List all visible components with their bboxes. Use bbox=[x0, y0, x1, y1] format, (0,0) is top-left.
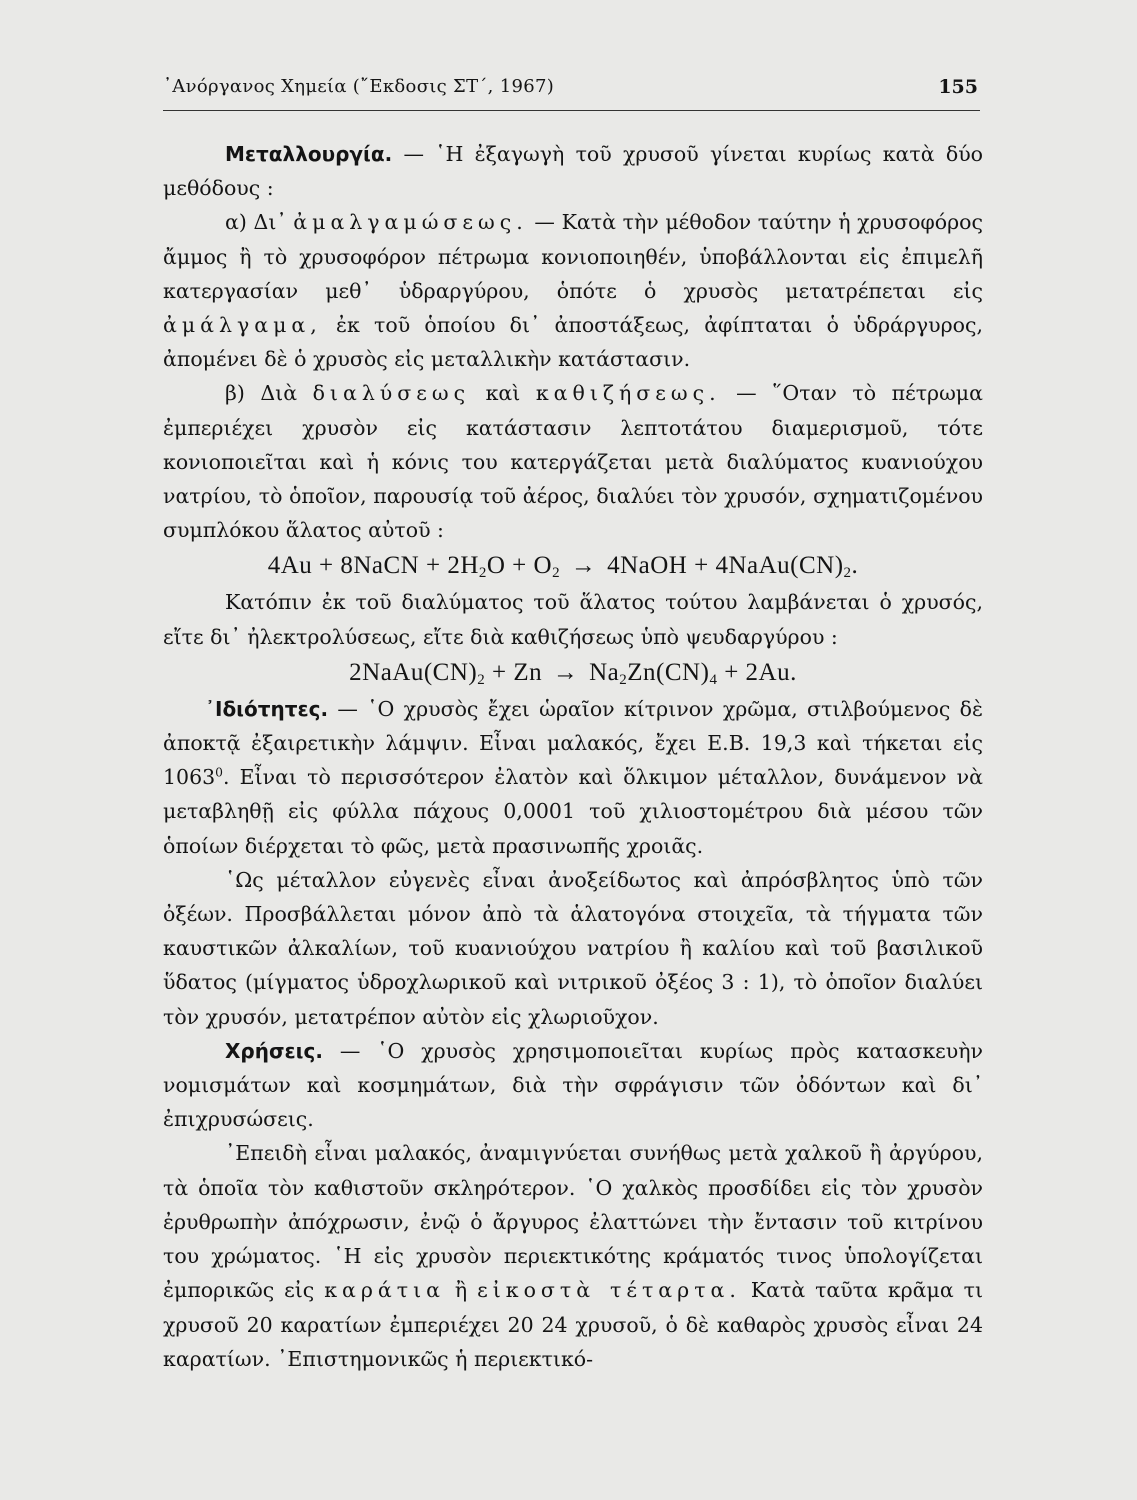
paragraph-properties-2: ῾Ως μέταλλον εὐγενὲς εἶναι ἀνοξείδωτος καὶ ἀπρόσβλητος ὑπὸ τῶν ὀξέων. Προσβάλλεται μόνον ἀπὸ τὰ ἁλατογόνα στοιχεῖα, τὰ τήγματα τῶν καυστικῶν ἀλκαλίων, τοῦ κυανιούχου νατρίου ἢ καλίου καὶ τοῦ βασιλικοῦ ὕδατος (μίγματος ὑδροχλωρικοῦ καὶ νιτρικοῦ ὀξέος 3 : 1), τὸ ὁποῖον διαλύει τὸν χρυσόν, μετατρέπον αὐτὸν εἰς χλωριοῦχον. bbox=[163, 867, 983, 1029]
equation-cyanidation bbox=[163, 548, 983, 584]
eq1-sub-2: 2 bbox=[552, 565, 561, 582]
method-a-spaced-term: ἀμαλγαμώσεως. bbox=[293, 210, 528, 235]
twenty-fourths-spaced-term: εἰκοστὰ τέταρτα. bbox=[477, 1278, 741, 1303]
paragraph-after-eq1: Κατόπιν ἐκ τοῦ διαλύματος τοῦ ἅλατος τούτου λαμβάνεται ὁ χρυσός, εἴτε δι᾿ ἠλεκτρολύσεως, εἴτε διὰ καθιζήσεως ὑπὸ ψευδαργύρου : bbox=[163, 590, 983, 649]
eq1-left-2: O + O bbox=[486, 552, 553, 580]
page-body bbox=[163, 137, 983, 1376]
eq2-sub-2: 2 bbox=[619, 671, 628, 688]
eq2-left-1: 2NaAu(CN) bbox=[349, 658, 478, 686]
header-rule bbox=[163, 110, 980, 111]
eq2-right-1: Na bbox=[589, 658, 620, 686]
degree-sign: 0 bbox=[215, 765, 223, 780]
paragraph-properties bbox=[163, 692, 983, 863]
paragraph-method-a bbox=[163, 205, 983, 376]
method-a-text-2: ἐκ τοῦ ὁποίου δι᾿ ἀποστάξεως, ἀφίπταται ὁ ὑδράργυρος, ἀπομένει δὲ ὁ χρυσὸς εἰς μεταλλικὴν κατάστασιν. bbox=[163, 313, 983, 372]
eq2-sub-3: 4 bbox=[709, 671, 718, 688]
section-heading-uses: Χρήσεις. bbox=[225, 1038, 323, 1063]
section-heading-properties: ᾿Ιδιότητες. bbox=[205, 696, 329, 721]
method-b-label: β) Διὰ bbox=[225, 381, 313, 406]
equation-zinc-precipitation bbox=[163, 655, 983, 691]
paragraph-metallurgy-intro bbox=[163, 137, 983, 205]
method-b-and: καὶ bbox=[470, 381, 536, 406]
metallurgy-intro-text: — ῾Η ἐξαγωγὴ τοῦ χρυσοῦ γίνεται κυρίως κατὰ δύο μεθόδους : bbox=[163, 142, 983, 201]
eq1-left-1: 4Au + 8NaCN + 2H bbox=[267, 552, 479, 580]
reaction-arrow: → bbox=[552, 658, 579, 686]
paragraph-method-b bbox=[163, 376, 983, 547]
uses-text-2b: Κατὰ ταῦτα κρᾶμα τι χρυσοῦ 20 καρατίων ἐμπεριέχει 20 24 χρυσοῦ, ὁ δὲ καθαρὸς χρυσὸς εἶναι 24 καρατίων. ᾿Επιστημονικῶς ἡ περιεκτικό- bbox=[163, 1278, 983, 1371]
eq2-right-3: + 2Au. bbox=[717, 658, 797, 686]
reaction-arrow: → bbox=[570, 552, 597, 580]
eq1-sub-3: 2 bbox=[843, 565, 852, 582]
paragraph-uses bbox=[163, 1034, 983, 1137]
uses-text-2a: ᾿Επειδὴ εἶναι μαλακός, ἀναμιγνύεται συνήθως μετὰ χαλκοῦ ἢ ἀργύρου, τὰ ὁποῖα τὸν καθιστοῦν σκληρότερον. ῾Ο χαλκὸς προσδίδει εἰς τὸν χρυσὸν ἐρυθρωπὴν ἀπόχρωσιν, ἐνῷ ὁ ἄργυρος ἐλαττώνει τὴν ἔντασιν τοῦ κιτρίνου του χρώματος. ῾Η εἰς χρυσὸν περιεκτικότης κράματός τινος ὑπολογίζεται ἐμπορικῶς εἰς bbox=[163, 1141, 983, 1303]
carats-spaced-term: καράτια bbox=[324, 1278, 445, 1303]
method-b-spaced-term-1: διαλύσεως bbox=[312, 381, 471, 406]
method-a-label: α) Δι᾿ bbox=[225, 210, 294, 235]
properties-text-2: . Εἶναι τὸ περισσότερον ἐλατὸν καὶ ὅλκιμον μέταλλον, δυνάμενον νὰ μεταβληθῇ εἰς φύλλα πάχους 0,0001 τοῦ χιλιοστομέτρου διὰ μέσου τῶν ὁποίων διέρχεται τὸ φῶς, μετὰ πρασινωπῆς χροιᾶς. bbox=[163, 765, 983, 858]
eq2-right-2: Zn(CN) bbox=[627, 658, 710, 686]
method-b-spaced-term-2: καθιζήσεως. bbox=[535, 381, 721, 406]
paragraph-uses-2 bbox=[163, 1136, 983, 1375]
eq2-sub-1: 2 bbox=[477, 671, 486, 688]
amalgam-spaced-term: ἀμάλγαμα, bbox=[163, 313, 322, 338]
page-number: 155 bbox=[938, 76, 978, 98]
method-b-text: — ῞Οταν τὸ πέτρωμα ἐμπεριέχει χρυσὸν εἰς κατάστασιν λεπτοτάτου διαμερισμοῦ, τότε κονιοποιεῖται καὶ ἡ κόνις του κατεργάζεται μετὰ διαλύματος κυανιούχου νατρίου, τὸ ὁποῖον, παρουσίᾳ τοῦ ἀέρος, διαλύει τὸν χρυσόν, σχηματιζομένου συμπλόκου ἅλατος αὐτοῦ : bbox=[163, 381, 983, 543]
uses-or: ἢ bbox=[444, 1278, 478, 1303]
page-header bbox=[163, 70, 980, 114]
eq1-sub-1: 2 bbox=[478, 565, 487, 582]
eq2-left-2: + Zn bbox=[485, 658, 543, 686]
running-title: ᾿Ανόργανος Χημεία (῎Εκδοσις ΣΤ΄, 1967) bbox=[163, 76, 555, 97]
eq1-end: . bbox=[851, 552, 859, 580]
method-a-text-1: — Κατὰ τὴν μέθοδον ταύτην ἡ χρυσοφόρος ἄμμος ἢ τὸ χρυσοφόρον πέτρωμα κονιοποιηθέν, ὑποβάλλονται εἰς ἐπιμελῆ κατεργασίαν μεθ᾿ ὑδραργύρου, ὁπότε ὁ χρυσὸς μετατρέπεται εἰς bbox=[163, 210, 983, 303]
properties-text-1: — ῾Ο χρυσὸς ἔχει ὡραῖον κίτρινον χρῶμα, στιλβούμενος δὲ ἀποκτᾷ ἐξαιρετικὴν λάμψιν. Εἶναι μαλακός, ἔχει Ε.Β. 19,3 καὶ τήκεται εἰς 1063 bbox=[163, 696, 983, 790]
eq1-right-1: 4NaOH + 4NaAu(CN) bbox=[607, 552, 844, 580]
section-heading-metallurgy: Μεταλλουργία. bbox=[225, 142, 393, 166]
uses-text-1: — ῾Ο χρυσὸς χρησιμοποιεῖται κυρίως πρὸς κατασκευὴν νομισμάτων καὶ κοσμημάτων, διὰ τὴν σφράγισιν τῶν ὀδόντων καὶ δι᾿ ἐπιχρυσώσεις. bbox=[163, 1038, 983, 1132]
